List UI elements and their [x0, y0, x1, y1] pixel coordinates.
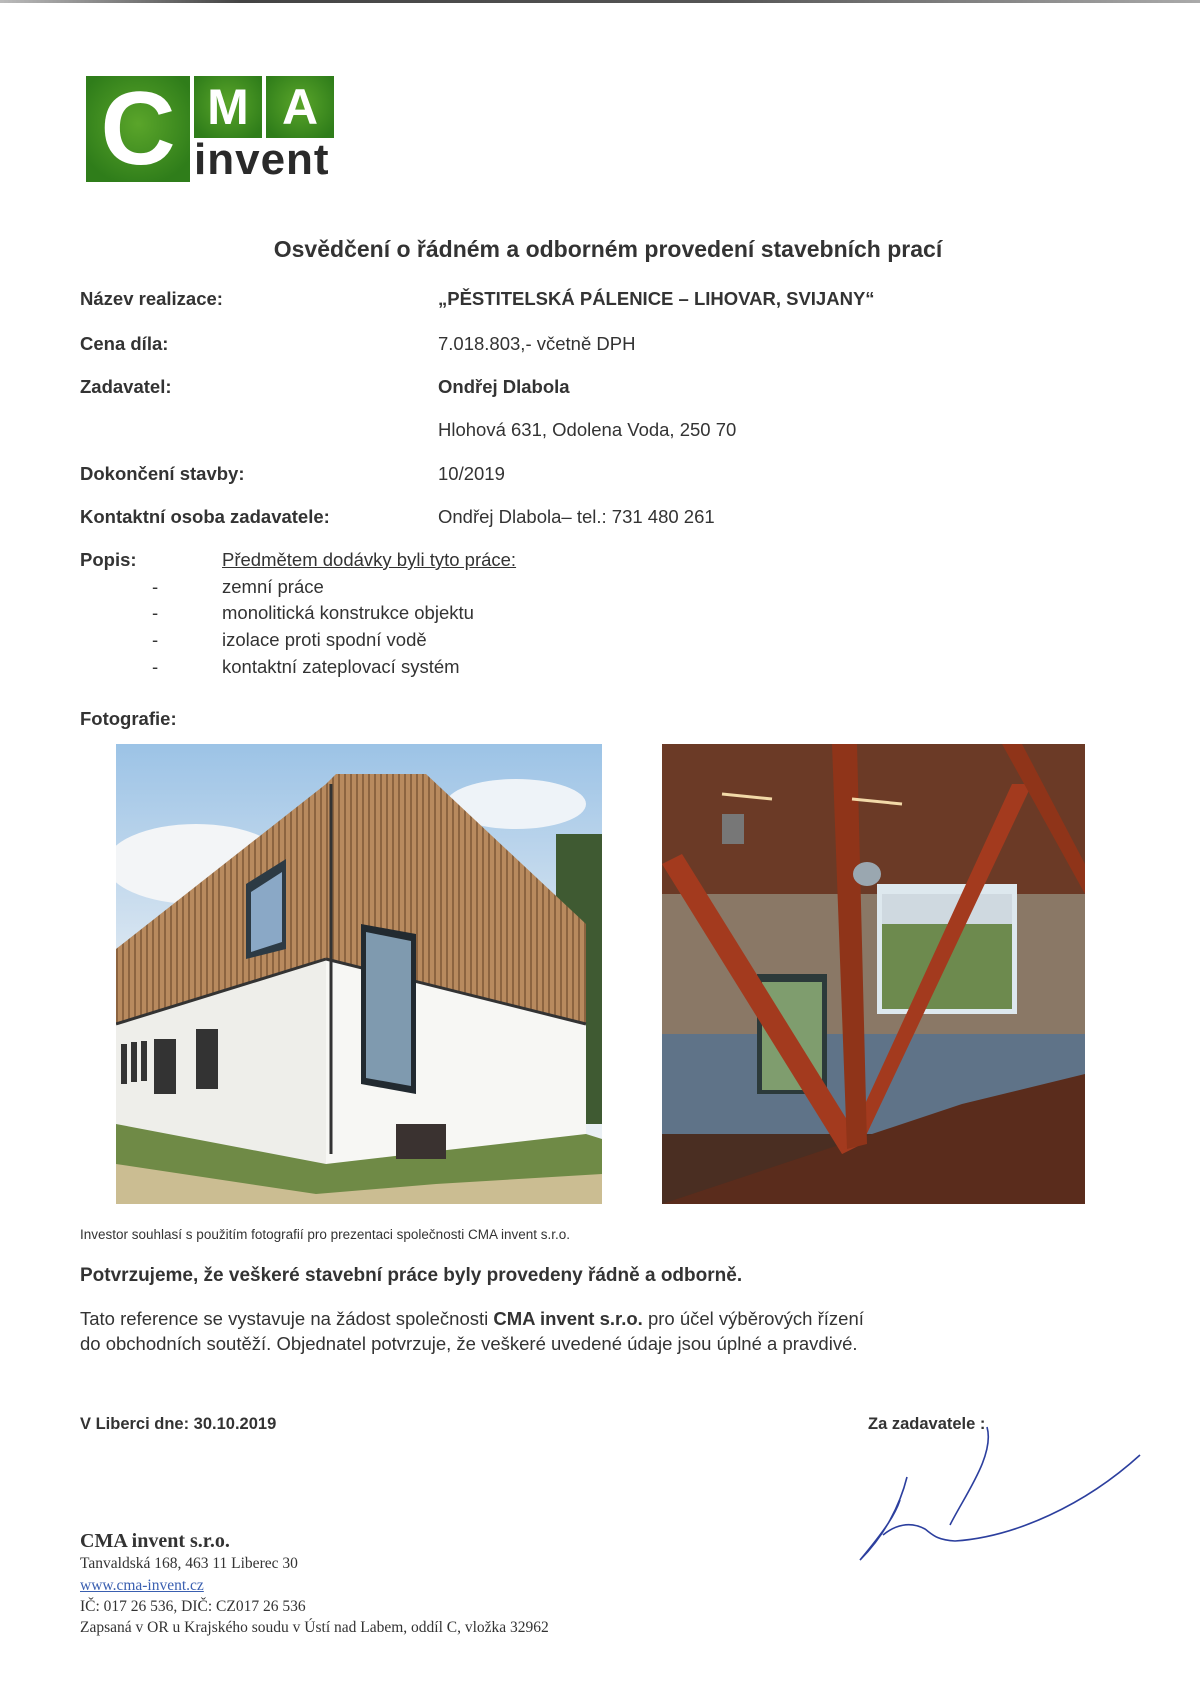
footer-company-name: CMA invent s.r.o.: [80, 1530, 230, 1552]
footer-registry: Zapsaná v OR u Krajského soudu v Ústí nad Labem, oddíl C, vložka 32962: [80, 1619, 549, 1636]
photo-building-interior: [662, 744, 1085, 1204]
reference-line-2: do obchodních soutěží. Objednatel potvrzuje, že veškeré uvedené údaje jsou úplné a pravdivé.: [80, 1333, 858, 1354]
field-label-project: Název realizace:: [80, 288, 223, 309]
interior-illustration: [662, 744, 1085, 1204]
bullet-dash: -: [152, 656, 159, 677]
footer-address: Tanvaldská 168, 463 11 Liberec 30: [80, 1555, 298, 1572]
field-label-contact: Kontaktní osoba zadavatele:: [80, 506, 330, 527]
logo-letter-c: C: [86, 76, 190, 182]
field-label-client: Zadavatel:: [80, 376, 172, 397]
field-value-completion: 10/2019: [438, 463, 505, 484]
logo-letter-m: M: [194, 76, 262, 138]
description-item: monolitická konstrukce objektu: [222, 602, 474, 623]
place-date: V Liberci dne: 30.10.2019: [80, 1415, 277, 1433]
description-item: zemní práce: [222, 576, 324, 597]
bullet-dash: -: [152, 602, 159, 623]
footer-website-link[interactable]: www.cma-invent.cz: [80, 1577, 204, 1594]
signature-label: Za zadavatele :: [868, 1415, 986, 1433]
field-value-client: Ondřej Dlabola: [438, 376, 570, 397]
field-value-price: 7.018.803,- včetně DPH: [438, 333, 636, 354]
field-label-price: Cena díla:: [80, 333, 169, 354]
reference-text-2: pro účel výběrových řízení: [642, 1308, 864, 1329]
field-label-completion: Dokončení stavby:: [80, 463, 245, 484]
cma-invent-logo: [86, 71, 336, 187]
logo-letter-a: A: [266, 76, 334, 138]
reference-text-1: Tato reference se vystavuje na žádost společnosti: [80, 1308, 494, 1329]
field-value-project: „PĚSTITELSKÁ PÁLENICE – LIHOVAR, SVIJANY“: [438, 288, 875, 309]
document-title: Osvědčení o řádném a odborném provedení stavebních prací: [273, 236, 943, 262]
photo-consent-note: Investor souhlasí s použitím fotografií pro prezentaci společnosti CMA invent s.r.o.: [80, 1227, 570, 1242]
description-label: Popis:: [80, 549, 137, 570]
reference-company: CMA invent s.r.o.: [493, 1308, 643, 1329]
bullet-dash: -: [152, 576, 159, 597]
field-value-contact: Ondřej Dlabola– tel.: 731 480 261: [438, 506, 715, 527]
scan-edge: [0, 0, 1200, 3]
photo-building-exterior: [116, 744, 602, 1204]
bullet-dash: -: [152, 629, 159, 650]
logo-word: invent: [194, 135, 330, 184]
description-item: izolace proti spodní vodě: [222, 629, 427, 650]
description-item: kontaktní zateplovací systém: [222, 656, 460, 677]
description-heading: Předmětem dodávky byli tyto práce:: [222, 549, 517, 570]
field-value-client-address: Hlohová 631, Odolena Voda, 250 70: [438, 419, 737, 440]
confirmation-statement: Potvrzujeme, že veškeré stavební práce byly provedeny řádně a odborně.: [80, 1265, 743, 1286]
footer-company-ids: IČ: 017 26 536, DIČ: CZ017 26 536: [80, 1598, 306, 1615]
reference-line-1: [80, 1308, 864, 1330]
handwritten-signature: [855, 1425, 1145, 1565]
exterior-illustration: [116, 744, 602, 1204]
photos-label: Fotografie:: [80, 708, 177, 729]
